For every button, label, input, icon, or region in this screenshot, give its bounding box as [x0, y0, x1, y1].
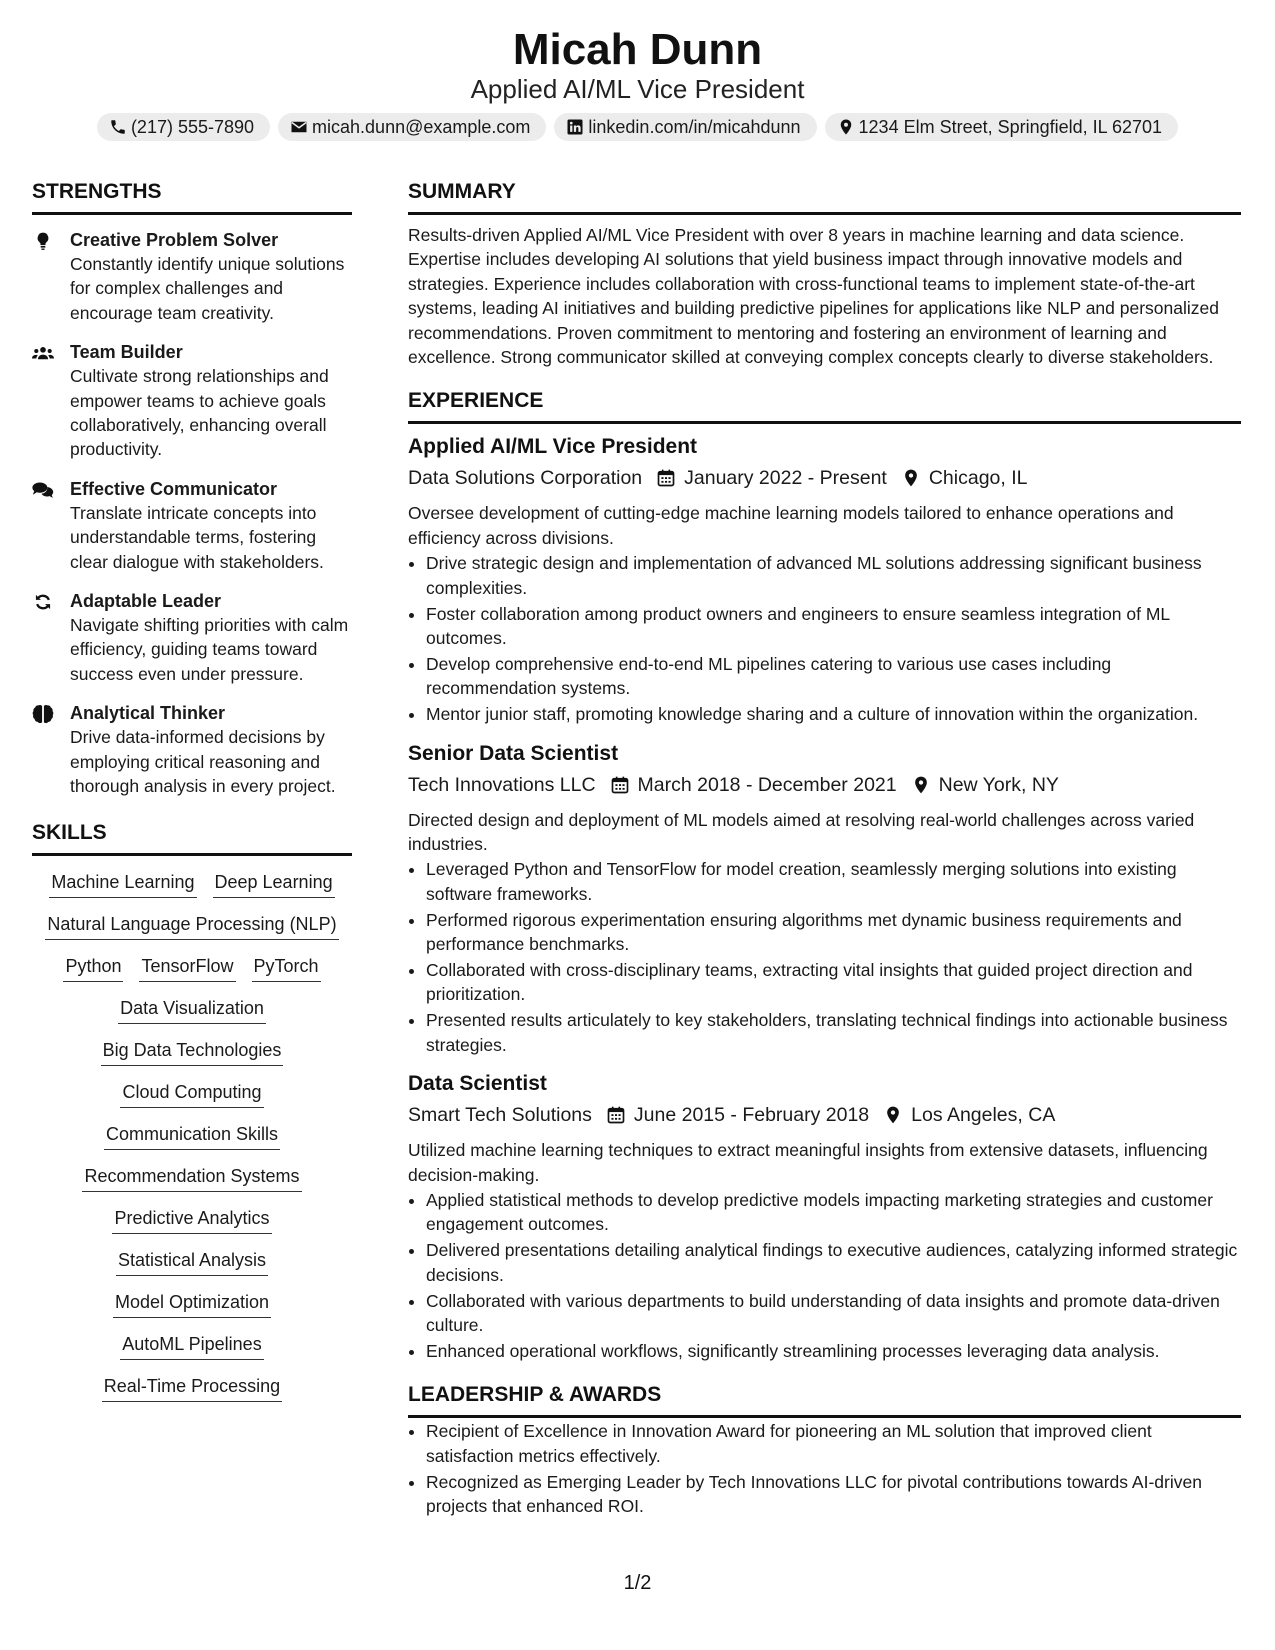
leadership-item: • Recipient of Excellence in Innovation Award for pioneering an ML solution that improved client satisfaction metrics effectively.	[426, 1419, 1241, 1468]
skill-tag: Data Visualization	[118, 996, 266, 1024]
job-description: Oversee development of cutting-edge machine learning models tailored to enhance operations and efficiency across divisions.	[408, 503, 1174, 548]
job-meta	[408, 463, 1241, 493]
skill-row	[32, 1374, 352, 1402]
job-meta	[408, 1100, 1241, 1130]
job-bullets	[408, 551, 1241, 726]
job-bullet: • Presented results articulately to key stakeholders, translating technical findings into actionable business strategies.	[426, 1008, 1241, 1057]
summary-text: Results-driven Applied AI/ML Vice President with over 8 years in machine learning and data science. Expertise includes developing AI solutions that yield business impact through innovative models and strategies. Experience includes collaboration with cross-functional teams to implement state-of-the-art systems, leading AI initiatives and building predictive pipelines for applications like NLP and personalized recommendations. Proven commitment to mentoring and fostering an environment of learning and excellence. Strong communicator skilled at conveying complex concepts clearly to diverse stakeholders.	[408, 225, 1219, 368]
strength-title: Effective Communicator	[70, 478, 278, 499]
job-entry	[408, 1069, 1241, 1363]
calendar-icon	[606, 1105, 626, 1125]
job-bullet: • Drive strategic design and implementation of advanced ML solutions addressing significant business complexities.	[426, 551, 1241, 600]
skill-row	[32, 1038, 352, 1066]
map-pin-icon	[837, 118, 855, 136]
skill-row	[32, 870, 352, 898]
brain-icon	[32, 704, 54, 724]
strength-desc: Translate intricate concepts into understandable terms, fostering clear dialogue with stakeholders.	[70, 502, 324, 572]
summary-heading: SUMMARY	[408, 178, 1241, 215]
job-dates: March 2018 - December 2021	[637, 773, 897, 796]
skill-tag: Recommendation Systems	[82, 1164, 301, 1192]
strength-item	[32, 701, 352, 798]
contact-bar	[0, 113, 1275, 141]
job-bullet: • Collaborated with various departments to build understanding of data insights and promote data-driven culture.	[426, 1289, 1241, 1338]
linkedin-icon	[566, 118, 584, 136]
contact-address-text: 1234 Elm Street, Springfield, IL 62701	[858, 116, 1163, 137]
job-entry	[408, 739, 1241, 1058]
job-dates: January 2022 - Present	[684, 467, 887, 490]
job-bullet: • Delivered presentations detailing analytical findings to executive audiences, catalyzing informed strategic decisions.	[426, 1238, 1241, 1287]
strengths-list	[32, 228, 352, 799]
skill-tag: PyTorch	[252, 954, 321, 982]
strength-item	[32, 589, 352, 686]
job-meta	[408, 770, 1241, 800]
lightbulb-icon	[32, 231, 54, 251]
experience-list	[408, 432, 1241, 1363]
skill-tag: Cloud Computing	[120, 1080, 263, 1108]
contact-linkedin-text: linkedin.com/in/micahdunn	[588, 116, 801, 137]
map-pin-icon	[883, 1105, 903, 1125]
job-bullet: • Performed rigorous experimentation ensuring algorithms met dynamic business requirements and performance benchmarks.	[426, 908, 1241, 957]
job-bullet: • Leveraged Python and TensorFlow for model creation, seamlessly merging solutions into existing software frameworks.	[426, 857, 1241, 906]
job-bullets	[408, 857, 1241, 1057]
contact-email-text: micah.dunn@example.com	[312, 116, 531, 137]
job-title: Data Scientist	[408, 1072, 547, 1096]
calendar-icon	[610, 775, 630, 795]
leadership-heading: LEADERSHIP & AWARDS	[408, 1381, 1241, 1418]
contact-phone[interactable]	[97, 113, 270, 141]
skill-tag: Communication Skills	[104, 1122, 280, 1150]
skill-row	[32, 1248, 352, 1276]
right-column	[408, 178, 1241, 1520]
phone-icon	[109, 118, 127, 136]
strength-item	[32, 228, 352, 325]
skill-tag: Natural Language Processing (NLP)	[45, 912, 338, 940]
leadership-item: • Recognized as Emerging Leader by Tech Innovations LLC for pivotal contributions towards AI-driven projects that enhanced ROI.	[426, 1470, 1241, 1519]
map-pin-icon	[911, 775, 931, 795]
job-bullets	[408, 1188, 1241, 1363]
strength-desc: Constantly identify unique solutions for complex challenges and encourage team creativity.	[70, 254, 345, 323]
strength-title: Creative Problem Solver	[70, 230, 279, 250]
job-location: Los Angeles, CA	[911, 1104, 1056, 1127]
job-bullet: • Develop comprehensive end-to-end ML pipelines catering to various use cases including recommendation systems.	[426, 652, 1241, 701]
skill-row	[32, 1290, 352, 1318]
candidate-name: Micah Dunn	[512, 25, 763, 74]
job-description: Directed design and deployment of ML models aimed at resolving real-world challenges across varied industries.	[408, 809, 1195, 854]
envelope-icon	[290, 118, 308, 136]
job-bullet: • Enhanced operational workflows, significantly streamlining processes leveraging data analysis.	[426, 1339, 1241, 1363]
refresh-icon	[32, 592, 54, 612]
skill-tag: Python	[63, 954, 123, 982]
map-pin-icon	[901, 468, 921, 488]
skill-row	[32, 954, 352, 982]
strength-title: Analytical Thinker	[70, 703, 226, 724]
strength-desc: Cultivate strong relationships and empower teams to achieve goals collaboratively, enhancing overall productivity.	[70, 366, 329, 460]
strength-title: Adaptable Leader	[70, 591, 222, 612]
chat-bubbles-icon	[32, 480, 54, 500]
strength-desc: Drive data-informed decisions by employing critical reasoning and thorough analysis in every project.	[70, 727, 336, 797]
skill-row	[32, 1206, 352, 1234]
skill-tag: Deep Learning	[213, 870, 335, 898]
skill-tag: Model Optimization	[113, 1290, 271, 1318]
contact-phone-text: (217) 555-7890	[130, 116, 255, 137]
skill-row	[32, 912, 352, 940]
skill-tag: Real-Time Processing	[102, 1374, 282, 1402]
candidate-title: Applied AI/ML Vice President	[470, 74, 805, 104]
skill-tag: AutoML Pipelines	[120, 1332, 263, 1360]
skill-row	[32, 1122, 352, 1150]
job-company: Data Solutions Corporation	[408, 467, 643, 490]
contact-linkedin[interactable]	[554, 113, 816, 141]
skill-tag: Statistical Analysis	[116, 1248, 268, 1276]
experience-heading: EXPERIENCE	[408, 387, 1241, 424]
page-number: 1/2	[623, 1572, 652, 1594]
skills-heading: SKILLS	[32, 819, 352, 856]
skill-tag: Big Data Technologies	[101, 1038, 284, 1066]
job-company: Tech Innovations LLC	[408, 773, 596, 796]
strength-title: Team Builder	[70, 342, 183, 363]
job-title: Applied AI/ML Vice President	[408, 435, 698, 459]
leadership-list	[408, 1419, 1241, 1518]
job-dates: June 2015 - February 2018	[633, 1104, 870, 1127]
job-description: Utilized machine learning techniques to extract meaningful insights from extensive datasets, influencing decision-making.	[408, 1140, 1208, 1185]
strengths-heading: STRENGTHS	[32, 178, 352, 215]
contact-email[interactable]	[278, 113, 546, 141]
strength-item	[32, 340, 352, 462]
strength-item	[32, 477, 352, 574]
skill-row	[32, 1080, 352, 1108]
left-column	[32, 178, 352, 1416]
job-bullet: • Foster collaboration among product owners and engineers to ensure seamless integration of ML outcomes.	[426, 602, 1241, 651]
skill-tag: Predictive Analytics	[112, 1206, 271, 1234]
job-bullet: • Collaborated with cross-disciplinary teams, extracting vital insights that guided project direction and prioritization.	[426, 958, 1241, 1007]
strength-desc: Navigate shifting priorities with calm efficiency, guiding teams toward success even under pressure.	[70, 615, 349, 684]
contact-address	[825, 113, 1179, 141]
job-entry	[408, 432, 1241, 726]
job-location: Chicago, IL	[928, 467, 1028, 490]
job-company: Smart Tech Solutions	[408, 1104, 592, 1127]
skill-row	[32, 996, 352, 1024]
job-location: New York, NY	[938, 773, 1059, 796]
job-bullet: • Applied statistical methods to develop predictive models impacting marketing strategies and customer engagement outcomes.	[426, 1188, 1241, 1237]
users-icon	[32, 343, 54, 363]
skill-row	[32, 1332, 352, 1360]
job-bullet: • Mentor junior staff, promoting knowledge sharing and a culture of innovation within the organization.	[426, 702, 1241, 726]
skill-tag: TensorFlow	[139, 954, 235, 982]
skill-tag: Machine Learning	[49, 870, 196, 898]
skills-list	[32, 870, 352, 1402]
skill-row	[32, 1164, 352, 1192]
calendar-icon	[656, 468, 676, 488]
job-title: Senior Data Scientist	[408, 741, 619, 765]
